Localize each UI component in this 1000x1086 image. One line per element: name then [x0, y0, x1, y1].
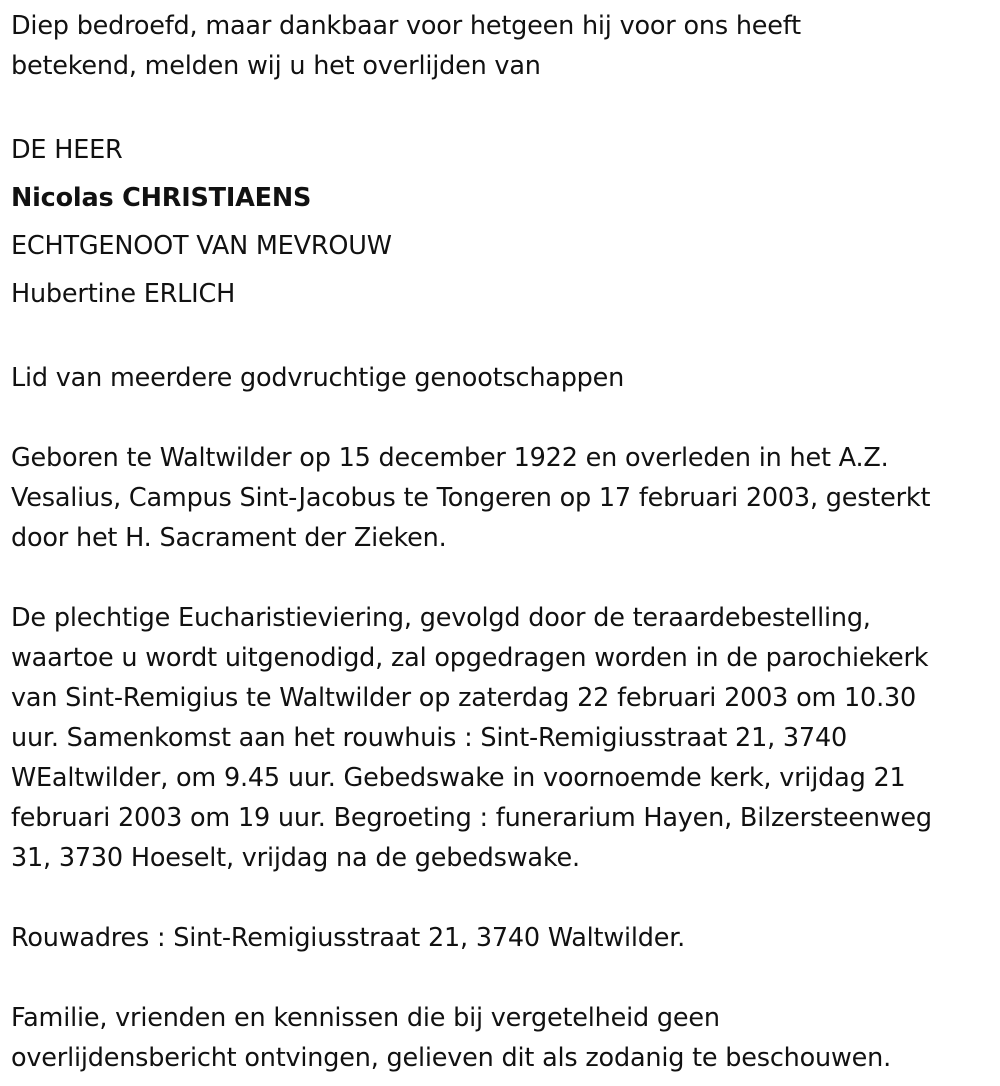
spacer: [11, 318, 996, 358]
birth-death-paragraph: Geboren te Waltwilder op 15 december 1922 en overleden in het A.Z. Vesalius, Campus Sint-Jacobus te Tongeren op 17 februari 2003, gesterkt door het H. Sacrament der Zieken.: [11, 443, 931, 553]
intro-paragraph: Diep bedroefd, maar dankbaar voor hetgeen hij voor ons heeft betekend, melden wij u het overlijden van: [11, 11, 801, 81]
spacer: [11, 558, 996, 598]
spacer: [11, 878, 996, 918]
ceremony-paragraph: De plechtige Eucharistieviering, gevolgd door de teraardebestelling, waartoe u wordt uitgenodigd, zal opgedragen worden in de parochiekerk van Sint-Remigius te Waltwilder op zaterdag 22 februari 2003 om 10.30 uur. Samenkomst aan het rouwhuis : Sint-Remigiusstraat 21, 3740 WEaltwilder, om 9.45 uur. Gebedswake in voornoemde kerk, vrijdag 21 februari 2003 om 19 uur. Begroeting : funerarium Hayen, Bilzersteenweg 31, 3730 Hoeselt, vrijdag na de gebedswake.: [11, 603, 932, 873]
deceased-name: Nicolas CHRISTIAENS: [11, 183, 312, 213]
obituary-document: [11, 6, 996, 1078]
honorific: DE HEER: [11, 135, 123, 165]
mourning-address: Rouwadres : Sint-Remigiusstraat 21, 3740 Waltwilder.: [11, 923, 686, 953]
deceased-title-block: [11, 126, 996, 318]
membership-line: Lid van meerdere godvruchtige genootschappen: [11, 363, 625, 393]
closing-paragraph: Familie, vrienden en kennissen die bij vergetelheid geen overlijdensbericht ontvingen, gelieven dit als zodanig te beschouwen.: [11, 1003, 892, 1073]
spacer: [11, 958, 996, 998]
spacer: [11, 398, 996, 438]
spouse-name: Hubertine ERLICH: [11, 279, 236, 309]
relation-line: ECHTGENOOT VAN MEVROUW: [11, 231, 392, 261]
